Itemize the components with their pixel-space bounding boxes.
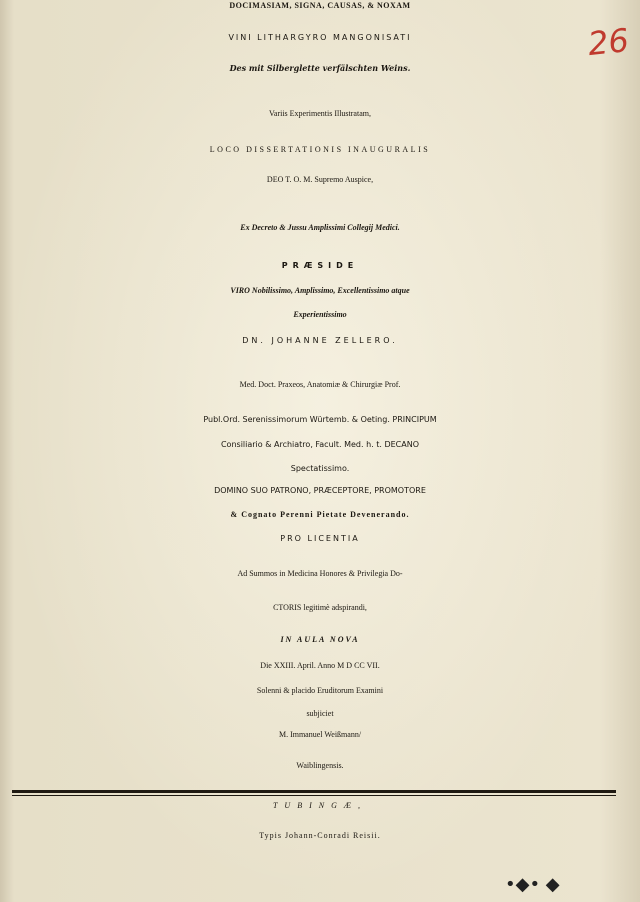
title-line-med-doct: Med. Doct. Praxeos, Anatomiæ & Chirurgiæ Prof. xyxy=(239,380,401,389)
title-line-respondent: M. Immanuel Weißmann/ xyxy=(278,730,362,739)
title-line-decreto: Ex Decreto & Jussu Amplissimi Collegij Medici. xyxy=(240,223,400,232)
title-line-loco: LOCO DISSERTATIONIS INAUGURALIS xyxy=(209,145,431,154)
title-line-subjiciet: subjiciet xyxy=(306,709,334,718)
title-line-publ-ord: Publ.Ord. Serenissimorum Würtemb. & Oeting. PRINCIPUM xyxy=(203,415,437,424)
imprint-printer: Typis Johann-Conradi Reisii. xyxy=(259,831,381,840)
title-line-praeside: PRÆSIDE xyxy=(281,261,359,270)
title-line-cognato: & Cognato Perenni Pietate Devenerando. xyxy=(230,510,410,519)
title-line-consiliario: Consiliario & Archiatro, Facult. Med. h. t. DECANO xyxy=(220,440,420,449)
title-line-solenni: Solenni & placido Eruditorum Examini xyxy=(256,686,384,695)
page-number: 26 xyxy=(586,20,631,64)
title-line-viro: VIRO Nobilissimo, Amplissimo, Excellentissimo atque xyxy=(230,286,410,295)
title-line-domino: DOMINO SUO PATRONO, PRÆCEPTORE, PROMOTORE xyxy=(214,486,426,495)
divider-rule-thick xyxy=(12,790,616,793)
title-line-german: Des mit Silberglette verfälschten Weins. xyxy=(229,63,411,73)
divider-rule-thin xyxy=(12,795,616,796)
title-line-in-aula-nova: IN AULA NOVA xyxy=(280,635,360,644)
imprint-place: TUBINGÆ, xyxy=(272,801,367,810)
title-line-experientissimo: Experientissimo xyxy=(293,310,347,319)
title-line-pro-licentia: PRO LICENTIA xyxy=(280,534,360,543)
title-line-spectatissimo: Spectatissimo. xyxy=(290,464,350,473)
title-line-praeses-name: DN. JOHANNE ZELLERO. xyxy=(242,336,398,345)
title-line-docimasiam: DOCIMASIAM, SIGNA, CAUSAS, & NOXAM xyxy=(229,1,411,10)
title-line-deo: DEO T. O. M. Supremo Auspice, xyxy=(266,175,374,184)
title-line-waiblingensis: Waiblingensis. xyxy=(296,761,344,770)
printer-ornament: •◆• ◆ xyxy=(505,874,560,895)
title-line-ad-summos: Ad Summos in Medicina Honores & Privilegia Do- xyxy=(237,569,403,578)
title-line-ctoris: CTORIS legitimè adspirandi, xyxy=(273,603,367,612)
title-line-variis: Variis Experimentis Illustratam, xyxy=(269,109,371,118)
title-line-vini: VINI LITHARGYRO MANGONISATI xyxy=(228,33,412,42)
title-line-die: Die XXIII. April. Anno M D CC VII. xyxy=(260,661,380,670)
